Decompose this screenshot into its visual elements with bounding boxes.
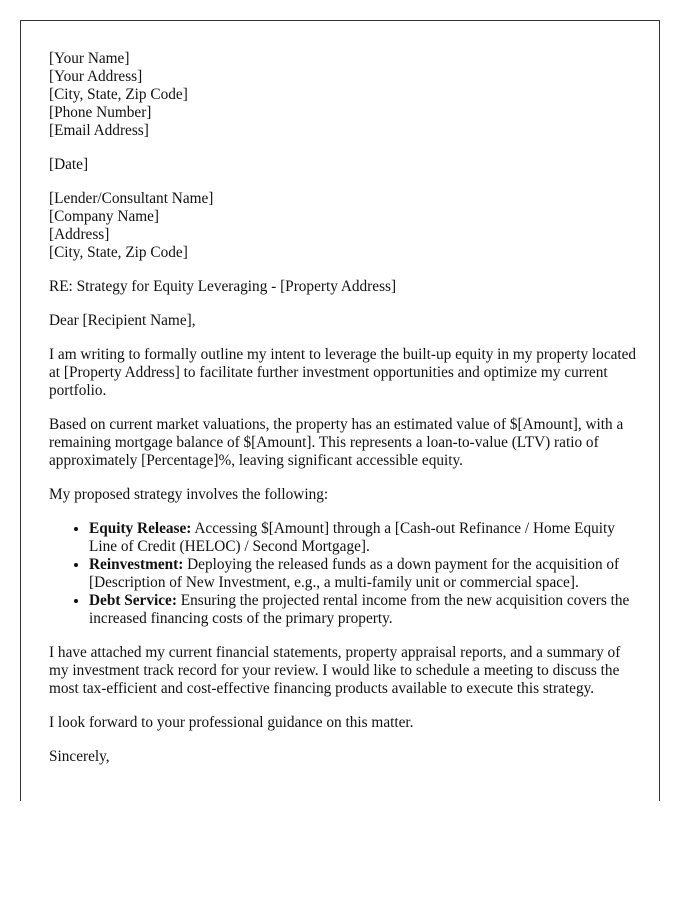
sender-email: [Email Address]	[49, 122, 149, 139]
letter-page	[20, 20, 660, 801]
subject-line: RE: Strategy for Equity Leveraging - [Property Address]	[49, 278, 397, 295]
signoff: Sincerely,	[49, 748, 110, 765]
strategy-item-reinvestment	[89, 556, 639, 592]
sender-block	[49, 50, 639, 140]
letter-date: [Date]	[49, 156, 89, 173]
strategy-list	[49, 520, 639, 628]
strategy-item-text: Deploying the released funds as a down payment for the acquisition of [Description of New Investment, e.g., a multi-family unit or commercial space].	[89, 556, 620, 591]
sender-name: [Your Name]	[49, 50, 130, 67]
strategy-lead-paragraph: My proposed strategy involves the following:	[49, 486, 329, 503]
strategy-item-label: Equity Release:	[89, 520, 192, 537]
recipient-block	[49, 190, 639, 262]
salutation: Dear [Recipient Name],	[49, 312, 196, 329]
strategy-item-label: Reinvestment:	[89, 556, 184, 573]
intro-paragraph: I am writing to formally outline my intent to leverage the built-up equity in my property located at [Property Address] to facilitate further investment opportunities and optimize my current portfolio.	[49, 346, 637, 399]
closing-paragraph: I look forward to your professional guidance on this matter.	[49, 714, 414, 731]
date-block	[49, 156, 639, 174]
recipient-company: [Company Name]	[49, 208, 160, 225]
strategy-item-text: Accessing $[Amount] through a [Cash-out Refinance / Home Equity Line of Credit (HELOC) / Second Mortgage].	[89, 520, 615, 555]
attachments-paragraph: I have attached my current financial statements, property appraisal reports, and a summary of my investment track record for your review. I would like to schedule a meeting to discuss the most tax-efficient and cost-effective financing products available to execute this strategy.	[49, 644, 621, 697]
recipient-address: [Address]	[49, 226, 110, 243]
recipient-name: [Lender/Consultant Name]	[49, 190, 214, 207]
strategy-item-equity-release	[89, 520, 639, 556]
sender-phone: [Phone Number]	[49, 104, 152, 121]
strategy-item-debt-service	[89, 592, 639, 628]
recipient-city-state-zip: [City, State, Zip Code]	[49, 244, 188, 261]
letter-content	[49, 50, 639, 782]
sender-address: [Your Address]	[49, 68, 143, 85]
strategy-item-text: Ensuring the projected rental income from the new acquisition covers the increased financing costs of the primary property.	[89, 592, 630, 627]
valuation-paragraph: Based on current market valuations, the property has an estimated value of $[Amount], with a remaining mortgage balance of $[Amount]. This represents a loan-to-value (LTV) ratio of approximately [Percentage]%, leaving significant accessible equity.	[49, 416, 624, 469]
strategy-item-label: Debt Service:	[89, 592, 177, 609]
sender-city-state-zip: [City, State, Zip Code]	[49, 86, 188, 103]
